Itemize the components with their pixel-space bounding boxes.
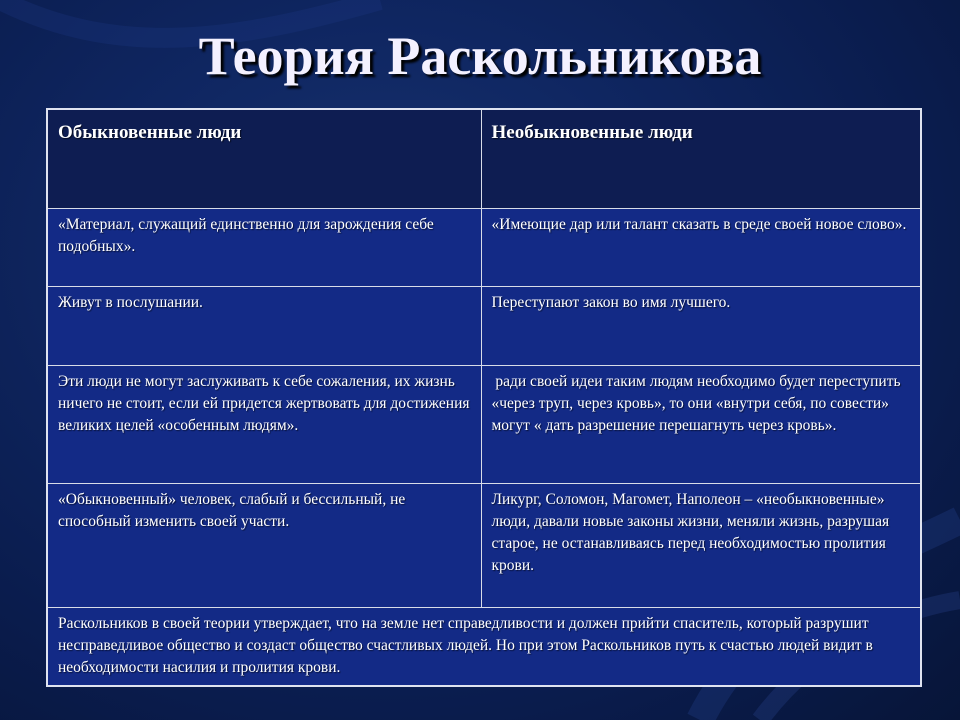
- table-row: [47, 366, 921, 484]
- table-header-row: [47, 109, 921, 209]
- table-row: [47, 287, 921, 366]
- header-extraordinary-people: Необыкновенные люди: [481, 109, 921, 209]
- slide-title: Теория Раскольникова: [198, 26, 762, 86]
- header-ordinary-people: Обыкновенные люди: [47, 109, 481, 209]
- table-cell: Переступают закон во имя лучшего.: [481, 287, 921, 366]
- table-cell: «Имеющие дар или талант сказать в среде своей новое слово».: [481, 209, 921, 287]
- table-cell: Эти люди не могут заслуживать к себе сожаления, их жизнь ничего не стоит, если ей придется жертвовать для достижения великих целей «особенным людям».: [47, 366, 481, 484]
- summary-row: [47, 608, 921, 687]
- table-cell: «Обыкновенный» человек, слабый и бессильный, не способный изменить своей участи.: [47, 484, 481, 608]
- table-cell: ради своей идеи таким людям необходимо будет переступить «через труп, через кровь», то они «внутри себя, по совести» могут « дать разрешение перешагнуть через кровь».: [481, 366, 921, 484]
- table-cell: Ликург, Соломон, Магомет, Наполеон – «необыкновенные» люди, давали новые законы жизни, меняли жизнь, разрушая старое, не останавливаясь перед необходимостью пролития крови.: [481, 484, 921, 608]
- table-row: [47, 484, 921, 608]
- table-cell: Живут в послушании.: [47, 287, 481, 366]
- comparison-table: [46, 108, 922, 687]
- table-row: [47, 209, 921, 287]
- summary-cell: Раскольников в своей теории утверждает, что на земле нет справедливости и должен прийти спаситель, который разрушит несправедливое общество и создаст общество счастливых людей. Но при этом Раскольников путь к счастью людей видит в необходимости насилия и пролития крови.: [47, 608, 921, 687]
- table-cell: «Материал, служащий единственно для зарождения себе подобных».: [47, 209, 481, 287]
